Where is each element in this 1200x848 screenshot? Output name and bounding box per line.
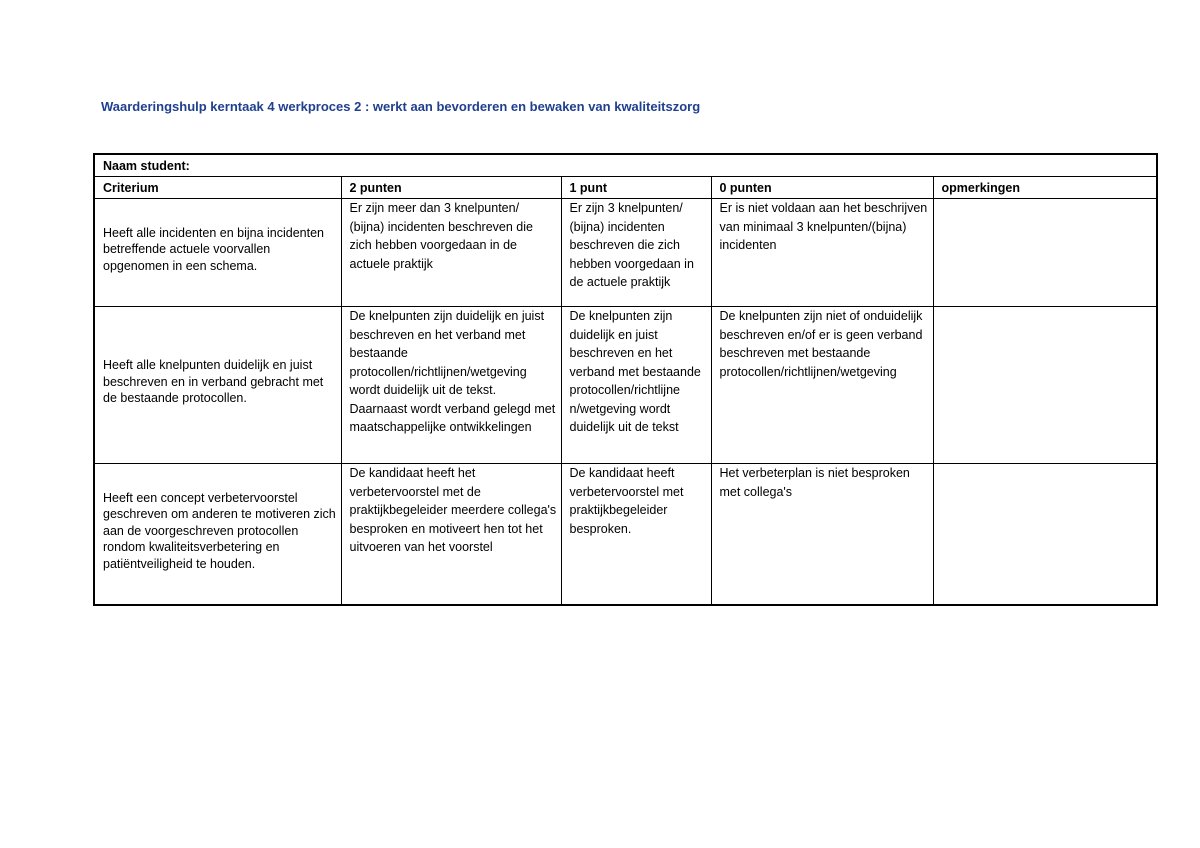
student-name-label: Naam student: [103, 159, 190, 173]
remarks-cell[interactable] [933, 199, 1157, 307]
student-name-row [94, 154, 1157, 177]
two-points-cell: Er zijn meer dan 3 knelpunten/ (bijna) incidenten beschreven die zich hebben voorgedaan in de actuele praktijk [341, 199, 561, 307]
zero-points-cell: De knelpunten zijn niet of onduidelijk beschreven en/of er is geen verband beschreven met bestaande protocollen/richtlijnen/wetgeving [711, 307, 933, 464]
header-one-point: 1 punt [561, 177, 711, 199]
remarks-cell[interactable] [933, 307, 1157, 464]
assessment-rubric-table [93, 153, 1158, 606]
two-points-cell: De knelpunten zijn duidelijk en juist beschreven en het verband met bestaande protocollen/richtlijnen/wetgeving wordt duidelijk uit de tekst. Daarnaast wordt verband gelegd met maatschappelijke ontwikkelingen [341, 307, 561, 464]
remarks-cell[interactable] [933, 464, 1157, 606]
header-criterium: Criterium [94, 177, 341, 199]
student-name-cell[interactable] [94, 154, 1157, 177]
document-title: Waarderingshulp kerntaak 4 werkproces 2 : werkt aan bevorderen en bewaken van kwaliteitszorg [101, 99, 701, 114]
header-zero-points: 0 punten [711, 177, 933, 199]
table-row [94, 464, 1157, 606]
one-point-cell: Er zijn 3 knelpunten/ (bijna) incidenten beschreven die zich hebben voorgedaan in de actuele praktijk [561, 199, 711, 307]
header-remarks: opmerkingen [933, 177, 1157, 199]
zero-points-cell: Er is niet voldaan aan het beschrijven van minimaal 3 knelpunten/(bijna) incidenten [711, 199, 933, 307]
header-two-points: 2 punten [341, 177, 561, 199]
one-point-cell: De kandidaat heeft verbetervoorstel met praktijkbegeleider besproken. [561, 464, 711, 606]
one-point-cell: De knelpunten zijn duidelijk en juist beschreven en het verband met bestaande protocollen/richtlijne n/wetgeving wordt duidelijk uit de tekst [561, 307, 711, 464]
two-points-cell: De kandidaat heeft het verbetervoorstel met de praktijkbegeleider meerdere collega's besproken en motiveert hen tot het uitvoeren van het voorstel [341, 464, 561, 606]
table-header-row [94, 177, 1157, 199]
criterion-cell: Heeft alle incidenten en bijna incidenten betreffende actuele voorvallen opgenomen in een schema. [94, 199, 341, 307]
criterion-cell: Heeft een concept verbetervoorstel geschreven om anderen te motiveren zich aan de voorgeschreven protocollen rondom kwaliteitsverbetering en patiëntveiligheid te houden. [94, 464, 341, 606]
table-row [94, 307, 1157, 464]
criterion-cell: Heeft alle knelpunten duidelijk en juist beschreven en in verband gebracht met de bestaande protocollen. [94, 307, 341, 464]
zero-points-cell: Het verbeterplan is niet besproken met collega's [711, 464, 933, 606]
table-row [94, 199, 1157, 307]
